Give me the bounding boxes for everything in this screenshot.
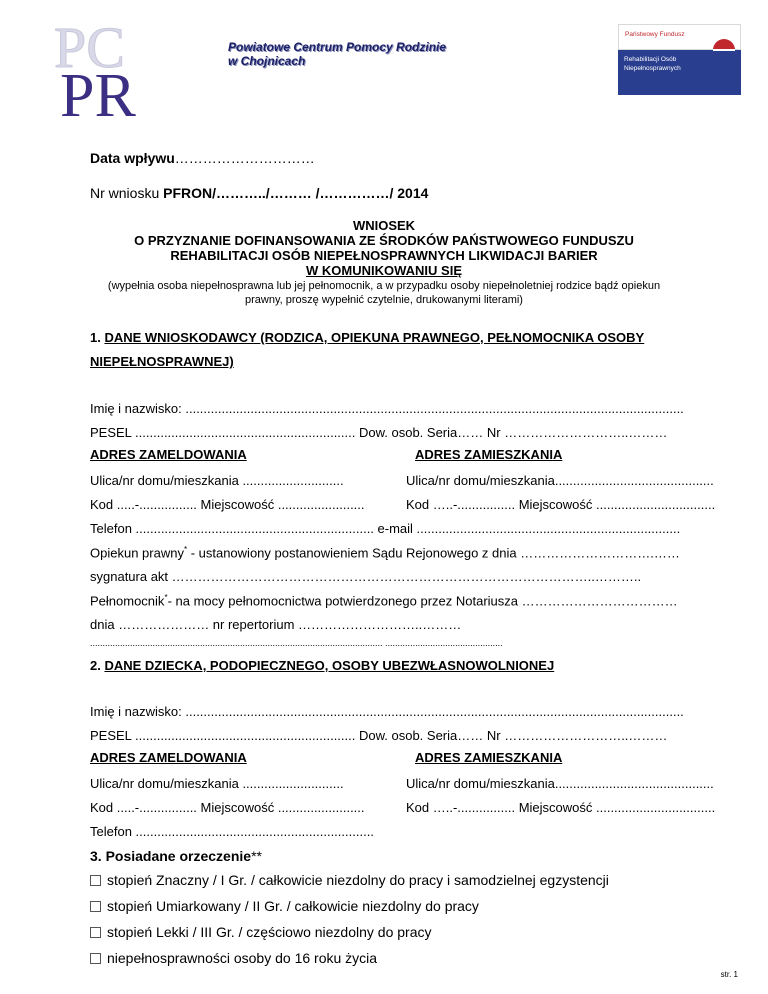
doc-title-line3: REHABILITACJI OSÓB NIEPEŁNOSPRAWNYCH LIKWIDACJI BARIER bbox=[170, 248, 598, 263]
s2-street-residence[interactable]: Ulica/nr domu/mieszkania............................................ bbox=[406, 776, 714, 791]
s1-proxy-line[interactable]: Pełnomocnik*- na mocy pełnomocnictwa potwierdzonego przez Notariusza ……………………………… bbox=[90, 593, 678, 609]
org-name bbox=[228, 40, 446, 68]
s1-name-field[interactable]: Imię i nazwisko: .......................................................................................................................................... bbox=[90, 401, 684, 416]
page-number: str. 1 bbox=[720, 970, 738, 979]
s1-pesel-field[interactable]: PESEL ............................................................. Dow. osob. Seria…… Nr ………………………..……… bbox=[90, 425, 668, 440]
checkbox-moderate[interactable] bbox=[90, 901, 101, 912]
s2-street-registered[interactable]: Ulica/nr domu/mieszkania ............................ bbox=[90, 776, 344, 791]
checkbox-severe[interactable] bbox=[90, 875, 101, 886]
s2-residence-address-heading: ADRES ZAMIESZKANIA bbox=[415, 750, 563, 765]
option-severe[interactable]: stopień Znaczny / I Gr. / całkowicie niezdolny do pracy i samodzielnej egzystencji bbox=[90, 872, 609, 888]
fill-instruction-2: prawny, proszę wypełnić czytelnie, drukowanymi literami) bbox=[245, 294, 523, 306]
s1-residence-address-heading: ADRES ZAMIESZKANIA bbox=[415, 447, 563, 462]
svg-text:PC: PC bbox=[54, 20, 125, 80]
s2-postcode-registered[interactable]: Kod .....-................ Miejscowość ........................ bbox=[90, 800, 365, 815]
s1-postcode-residence[interactable]: Kod …..-................ Miejscowość ................................. bbox=[406, 497, 716, 512]
s1-case-number[interactable]: sygnatura akt ……………………………………………………………………………………..……….. bbox=[90, 569, 642, 584]
option-moderate[interactable]: stopień Umiarkowany / II Gr. / całkowicie niezdolny do pracy bbox=[90, 898, 479, 914]
s1-registered-address-heading: ADRES ZAMELDOWANIA bbox=[90, 447, 247, 462]
fill-instruction: (wypełnia osoba niepełnosprawna lub jej pełnomocnik, a w przypadku osoby niepełnoletniej rodzice bądź opiekun bbox=[107, 280, 661, 292]
section3-heading: 3. Posiadane orzeczenie** bbox=[90, 848, 262, 864]
doc-title-line4: W KOMUNIKOWANIU SIĘ bbox=[306, 263, 462, 278]
section2-heading: 2. DANE DZIECKA, PODOPIECZNEGO, OSOBY UBEZWŁASNOWOLNIONEJ bbox=[90, 658, 555, 673]
s1-proxy-date[interactable]: dnia ………………… nr repertorium ………………………..……… bbox=[90, 617, 462, 632]
checkbox-light[interactable] bbox=[90, 927, 101, 938]
doc-title: WNIOSEK bbox=[352, 218, 416, 233]
s2-name-field[interactable]: Imię i nazwisko: .......................................................................................................................................... bbox=[90, 704, 684, 719]
doc-title-line2: O PRZYZNANIE DOFINANSOWANIA ZE ŚRODKÓW PAŃSTWOWEGO FUNDUSZU bbox=[134, 233, 634, 248]
option-under16[interactable]: niepełnosprawności osoby do 16 roku życia bbox=[90, 950, 377, 966]
pfron-logo bbox=[618, 24, 741, 95]
pfron-emblem-icon bbox=[712, 38, 736, 62]
s1-extra-dots[interactable]: ..................................................................................................................... ............................................... bbox=[90, 638, 503, 648]
s1-street-registered[interactable]: Ulica/nr domu/mieszkania ............................ bbox=[90, 473, 344, 488]
section1-heading-2: NIEPEŁNOSPRAWNEJ) bbox=[90, 354, 234, 369]
s1-guardian-line[interactable]: Opiekun prawny* - ustanowiony postanowieniem Sądu Rejonowego z dnia ………………………….…… bbox=[90, 545, 680, 561]
pfron-line3: Niepełnosprawnych bbox=[624, 65, 681, 72]
checkbox-under16[interactable] bbox=[90, 953, 101, 964]
s1-phone-email[interactable]: Telefon .................................................................. e-mail ......................................................................... bbox=[90, 521, 681, 536]
section1-heading: 1. DANE WNIOSKODAWCY (RODZICA, OPIEKUNA PRAWNEGO, PEŁNOMOCNIKA OSOBY bbox=[90, 330, 645, 345]
s2-postcode-residence[interactable]: Kod …..-................ Miejscowość ................................. bbox=[406, 800, 716, 815]
received-date: Data wpływu………………………… bbox=[90, 150, 315, 166]
s2-registered-address-heading: ADRES ZAMELDOWANIA bbox=[90, 750, 247, 765]
pfron-line2: Rehabilitacji Osób bbox=[624, 56, 677, 63]
s1-postcode-registered[interactable]: Kod .....-................ Miejscowość ........................ bbox=[90, 497, 365, 512]
org-name-line2: w Chojnicach bbox=[228, 54, 306, 68]
pfron-line1: Państwowy Fundusz bbox=[625, 31, 685, 38]
org-name-line1: Powiatowe Centrum Pomocy Rodzinie bbox=[228, 40, 447, 54]
s1-street-residence[interactable]: Ulica/nr domu/mieszkania............................................ bbox=[406, 473, 714, 488]
s2-phone[interactable]: Telefon .................................................................. bbox=[90, 824, 374, 839]
s2-pesel-field[interactable]: PESEL ............................................................. Dow. osob. Seria…… Nr ………………………..……… bbox=[90, 728, 668, 743]
option-light[interactable]: stopień Lekki / III Gr. / częściowo niezdolny do pracy bbox=[90, 924, 432, 940]
application-number: Nr wniosku PFRON/………../……… /……………/ 2014 bbox=[90, 185, 429, 201]
pcpr-logo bbox=[52, 20, 187, 120]
svg-text:PR: PR bbox=[60, 62, 136, 120]
